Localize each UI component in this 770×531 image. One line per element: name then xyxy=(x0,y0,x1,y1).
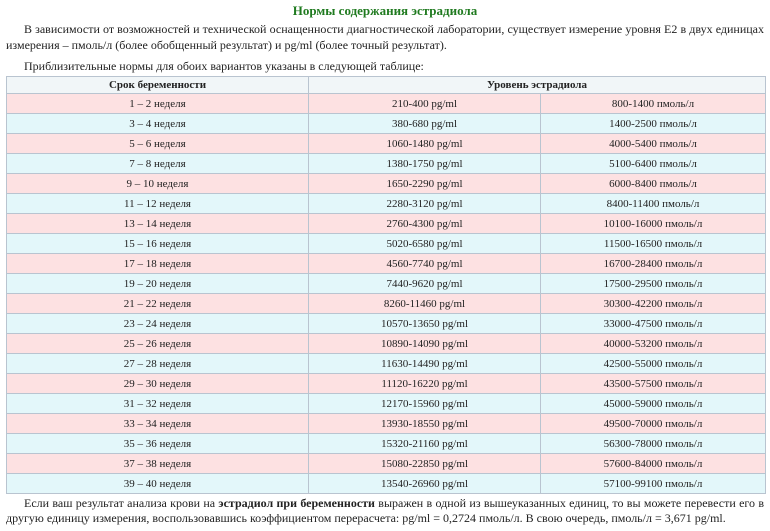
cell-term: 3 – 4 неделя xyxy=(7,114,309,134)
table-row xyxy=(7,134,766,154)
cell-pmol-l: 16700-28400 пмоль/л xyxy=(541,254,766,274)
cell-term: 31 – 32 неделя xyxy=(7,394,309,414)
table-row xyxy=(7,94,766,114)
cell-pg-ml: 13540-26960 pg/ml xyxy=(309,474,541,494)
footer-text-1: Если ваш результат анализа крови на xyxy=(24,496,219,510)
cell-pg-ml: 1060-1480 pg/ml xyxy=(309,134,541,154)
cell-term: 9 – 10 неделя xyxy=(7,174,309,194)
cell-term: 1 – 2 неделя xyxy=(7,94,309,114)
cell-pmol-l: 8400-11400 пмоль/л xyxy=(541,194,766,214)
cell-term: 25 – 26 неделя xyxy=(7,334,309,354)
cell-pg-ml: 4560-7740 pg/ml xyxy=(309,254,541,274)
cell-pmol-l: 11500-16500 пмоль/л xyxy=(541,234,766,254)
table-row xyxy=(7,274,766,294)
footer-text-2: выражен в одной из вышеуказанных единиц, то вы можете перевести его в другую единицу измерения, воспользовавшись коэффициентом перерасчета: pg/ml = 0,2724 пмоль/л. В свою очередь, пмоль/л = 3,671 pg/ml. xyxy=(6,496,765,525)
table-row xyxy=(7,434,766,454)
lead-paragraph: Приблизительные нормы для обоих вариантов указаны в следующей таблице: xyxy=(24,59,424,73)
cell-pg-ml: 5020-6580 pg/ml xyxy=(309,234,541,254)
cell-pmol-l: 57600-84000 пмоль/л xyxy=(541,454,766,474)
table-row xyxy=(7,314,766,334)
table-header-row xyxy=(7,77,766,94)
cell-term: 19 – 20 неделя xyxy=(7,274,309,294)
cell-term: 15 – 16 неделя xyxy=(7,234,309,254)
cell-term: 33 – 34 неделя xyxy=(7,414,309,434)
cell-pg-ml: 2760-4300 pg/ml xyxy=(309,214,541,234)
cell-pmol-l: 43500-57500 пмоль/л xyxy=(541,374,766,394)
cell-pg-ml: 11630-14490 pg/ml xyxy=(309,354,541,374)
cell-pg-ml: 1650-2290 pg/ml xyxy=(309,174,541,194)
table-row xyxy=(7,154,766,174)
cell-pmol-l: 800-1400 пмоль/л xyxy=(541,94,766,114)
cell-pg-ml: 10890-14090 pg/ml xyxy=(309,334,541,354)
table-row xyxy=(7,194,766,214)
cell-term: 11 – 12 неделя xyxy=(7,194,309,214)
estradiol-norms-table xyxy=(6,76,766,494)
cell-term: 17 – 18 неделя xyxy=(7,254,309,274)
cell-term: 5 – 6 неделя xyxy=(7,134,309,154)
cell-pg-ml: 12170-15960 pg/ml xyxy=(309,394,541,414)
table-row xyxy=(7,474,766,494)
table-row xyxy=(7,294,766,314)
table-row xyxy=(7,114,766,134)
cell-pg-ml: 2280-3120 pg/ml xyxy=(309,194,541,214)
cell-pmol-l: 56300-78000 пмоль/л xyxy=(541,434,766,454)
table-row xyxy=(7,254,766,274)
cell-term: 13 – 14 неделя xyxy=(7,214,309,234)
cell-pmol-l: 45000-59000 пмоль/л xyxy=(541,394,766,414)
cell-pg-ml: 7440-9620 pg/ml xyxy=(309,274,541,294)
table-row xyxy=(7,334,766,354)
cell-pg-ml: 13930-18550 pg/ml xyxy=(309,414,541,434)
table-row xyxy=(7,214,766,234)
cell-pmol-l: 30300-42200 пмоль/л xyxy=(541,294,766,314)
cell-pmol-l: 33000-47500 пмоль/л xyxy=(541,314,766,334)
table-row xyxy=(7,374,766,394)
table-row xyxy=(7,394,766,414)
header-level: Уровень эстрадиола xyxy=(309,77,766,94)
cell-pg-ml: 210-400 pg/ml xyxy=(309,94,541,114)
cell-pg-ml: 15320-21160 pg/ml xyxy=(309,434,541,454)
cell-pmol-l: 17500-29500 пмоль/л xyxy=(541,274,766,294)
cell-pmol-l: 10100-16000 пмоль/л xyxy=(541,214,766,234)
intro-paragraph: В зависимости от возможностей и технической оснащенности диагностической лаборатории, существует измерение уровня Е2 в двух единицах измерения – пмоль/л (более обобщенный результат) и pg/ml (более точный результат). xyxy=(6,22,764,52)
cell-pmol-l: 49500-70000 пмоль/л xyxy=(541,414,766,434)
table-row xyxy=(7,354,766,374)
footer-bold-term: эстрадиол при беременности xyxy=(218,496,375,510)
cell-pmol-l: 42500-55000 пмоль/л xyxy=(541,354,766,374)
cell-pmol-l: 5100-6400 пмоль/л xyxy=(541,154,766,174)
table-row xyxy=(7,414,766,434)
cell-pmol-l: 4000-5400 пмоль/л xyxy=(541,134,766,154)
cell-term: 29 – 30 неделя xyxy=(7,374,309,394)
cell-term: 7 – 8 неделя xyxy=(7,154,309,174)
cell-term: 21 – 22 неделя xyxy=(7,294,309,314)
cell-term: 27 – 28 неделя xyxy=(7,354,309,374)
table-row xyxy=(7,234,766,254)
cell-term: 37 – 38 неделя xyxy=(7,454,309,474)
cell-pg-ml: 11120-16220 pg/ml xyxy=(309,374,541,394)
cell-term: 35 – 36 неделя xyxy=(7,434,309,454)
cell-pg-ml: 15080-22850 pg/ml xyxy=(309,454,541,474)
footer-paragraph xyxy=(0,496,770,526)
cell-pg-ml: 8260-11460 pg/ml xyxy=(309,294,541,314)
table-row xyxy=(7,174,766,194)
cell-term: 23 – 24 неделя xyxy=(7,314,309,334)
cell-pg-ml: 1380-1750 pg/ml xyxy=(309,154,541,174)
page-title: Нормы содержания эстрадиола xyxy=(292,3,478,18)
cell-pmol-l: 1400-2500 пмоль/л xyxy=(541,114,766,134)
cell-term: 39 – 40 неделя xyxy=(7,474,309,494)
cell-pmol-l: 6000-8400 пмоль/л xyxy=(541,174,766,194)
table-body xyxy=(7,94,766,494)
table-row xyxy=(7,454,766,474)
cell-pg-ml: 10570-13650 pg/ml xyxy=(309,314,541,334)
header-term: Срок беременности xyxy=(7,77,309,94)
cell-pmol-l: 57100-99100 пмоль/л xyxy=(541,474,766,494)
cell-pg-ml: 380-680 pg/ml xyxy=(309,114,541,134)
cell-pmol-l: 40000-53200 пмоль/л xyxy=(541,334,766,354)
